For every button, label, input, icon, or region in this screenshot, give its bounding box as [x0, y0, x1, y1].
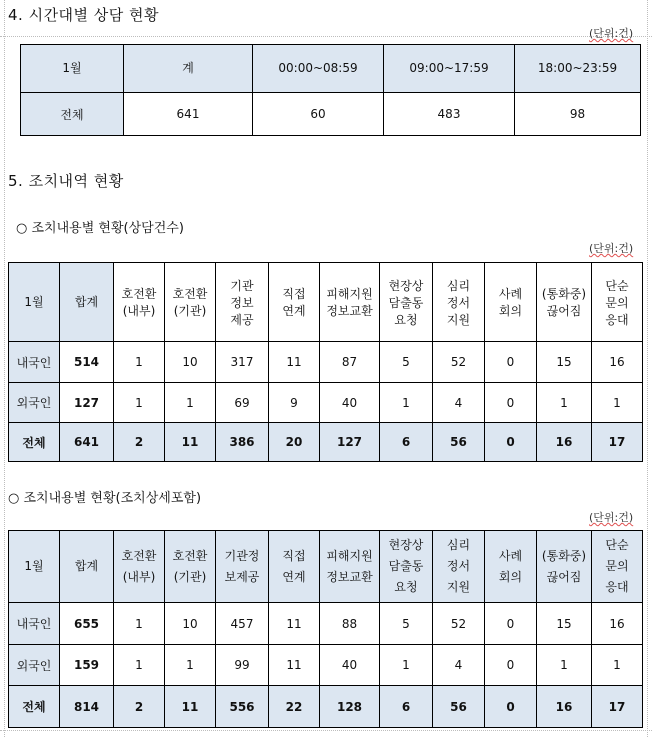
tableA-cell: 0: [485, 383, 537, 423]
tableA-total-cell: 386: [216, 423, 269, 462]
header-line: 호전환: [172, 287, 208, 301]
header-line: 합계: [74, 559, 99, 573]
header-line: 정보: [230, 295, 254, 310]
action-count-table: [8, 262, 643, 462]
section4-unit: (단위:건): [589, 27, 634, 40]
header-line: 제공: [230, 312, 254, 327]
time-slot-table: [20, 44, 641, 136]
tableB-header: [380, 531, 433, 603]
tableA-cell: 1: [592, 383, 643, 423]
tableA-header: [114, 263, 165, 342]
header-line: 연계: [282, 304, 306, 318]
tableA-header: [485, 263, 537, 342]
header-line: (기관): [173, 304, 207, 318]
tableB-cell: 40: [320, 645, 380, 686]
header-line: 회의: [498, 569, 523, 584]
header-line: 호전환: [121, 287, 157, 301]
tableB-header: [320, 531, 380, 603]
tableA-total-cell: 641: [60, 423, 114, 462]
tableB-cell: 0: [485, 645, 537, 686]
time-header-total: 계: [124, 45, 253, 93]
tableB-cell: 11: [269, 603, 320, 645]
header-line: 호전환: [172, 548, 208, 563]
tableB-total-cell: 814: [60, 686, 114, 728]
header-line: 호전환: [121, 548, 157, 563]
header-line: 단순: [605, 278, 629, 293]
page-guide-top: [0, 36, 652, 37]
tableB-header: [60, 531, 114, 603]
tableA-subtitle-row: [16, 217, 184, 236]
header-line: 담출동: [388, 295, 424, 310]
tableA-total-cell: 0: [485, 423, 537, 462]
tableB-cell: 5: [380, 603, 433, 645]
tableA-cell: 9: [269, 383, 320, 423]
page-guide-bottom: [0, 730, 652, 731]
header-line: 1월: [24, 294, 44, 309]
tableA-row-foreign: [9, 383, 643, 423]
header-line: 연계: [282, 569, 306, 584]
tableA-cell: 69: [216, 383, 269, 423]
header-line: 보제공: [224, 569, 260, 584]
time-cell-evening: 98: [515, 93, 641, 136]
tableB-subtitle: 조치내용별 현황(조치상세포함): [23, 491, 202, 506]
tableB-cell-sum: 159: [60, 645, 114, 686]
tableA-cell: 1: [165, 383, 216, 423]
header-line: 직접: [282, 548, 306, 563]
tableB-total-cell: 6: [380, 686, 433, 728]
tableA-cell: 0: [485, 342, 537, 383]
tableB-header: [9, 531, 60, 603]
tableA-cell: 11: [269, 342, 320, 383]
header-line: 응대: [605, 580, 629, 594]
tableB-header: [485, 531, 537, 603]
tableB-subtitle-row: [8, 487, 201, 506]
tableA-header: [433, 263, 485, 342]
tableB-header: [165, 531, 216, 603]
action-detail-table: [8, 530, 643, 728]
tableB-cell: 1: [165, 645, 216, 686]
tableB-header: [216, 531, 269, 603]
header-line: 직접: [282, 287, 306, 301]
header-line: 현장상: [388, 278, 424, 293]
tableB-row-label: 전체: [9, 686, 60, 728]
tableA-header: [380, 263, 433, 342]
tableA-total-cell: 16: [537, 423, 592, 462]
tableB-cell: 11: [269, 645, 320, 686]
section5-title: 5. 조치내역 현황: [8, 172, 124, 190]
header-line: 정서: [446, 295, 471, 310]
tableA-total-cell: 127: [320, 423, 380, 462]
tableA-cell-sum: 127: [60, 383, 114, 423]
header-line: 합계: [74, 294, 99, 309]
tableA-header: [165, 263, 216, 342]
section4-title: 4. 시간대별 상담 현황: [8, 6, 160, 24]
header-line: 기관정: [224, 548, 260, 563]
header-line: (기관): [173, 569, 207, 584]
tableB-row-domestic: [9, 603, 643, 645]
tableA-total-cell: 17: [592, 423, 643, 462]
tableA-cell: 52: [433, 342, 485, 383]
tableA-row-total: [9, 423, 643, 462]
tableA-header: [60, 263, 114, 342]
header-line: 정보교환: [326, 304, 373, 318]
tableB-row-label: 내국인: [9, 603, 60, 645]
tableB-cell: 10: [165, 603, 216, 645]
tableB-cell: 1: [592, 645, 643, 686]
tableA-header: [320, 263, 380, 342]
tableB-cell: 4: [433, 645, 485, 686]
tableA-row-label: 외국인: [9, 383, 60, 423]
tableB-cell: 15: [537, 603, 592, 645]
tableB-cell-sum: 655: [60, 603, 114, 645]
tableA-cell: 87: [320, 342, 380, 383]
header-line: 끊어짐: [546, 304, 582, 318]
tableA-total-cell: 56: [433, 423, 485, 462]
header-line: 피해지원: [326, 548, 373, 563]
tableB-total-cell: 22: [269, 686, 320, 728]
time-header-month: 1월: [21, 45, 124, 93]
time-row-label: 전체: [21, 93, 124, 136]
tableA-total-cell: 6: [380, 423, 433, 462]
tableA-cell: 1: [114, 383, 165, 423]
header-line: 담출동: [388, 559, 424, 573]
header-line: (통화중): [541, 287, 587, 301]
tableA-cell: 4: [433, 383, 485, 423]
tableA-total-cell: 11: [165, 423, 216, 462]
header-line: 단순: [605, 538, 629, 552]
tableA-cell: 1: [114, 342, 165, 383]
tableB-header-row: [9, 531, 643, 603]
tableB-cell: 1: [380, 645, 433, 686]
header-line: 지원: [446, 580, 471, 594]
tableB-cell: 88: [320, 603, 380, 645]
tableB-cell: 1: [537, 645, 592, 686]
header-line: 정보교환: [326, 569, 373, 584]
header-line: 사례: [498, 548, 523, 563]
tableB-total-cell: 0: [485, 686, 537, 728]
tableA-header: [592, 263, 643, 342]
header-line: 문의: [605, 295, 629, 310]
tableB-total-cell: 128: [320, 686, 380, 728]
header-line: 심리: [446, 278, 471, 293]
tableB-total-cell: 11: [165, 686, 216, 728]
tableB-cell: 457: [216, 603, 269, 645]
tableA-header: [9, 263, 60, 342]
header-line: 지원: [446, 312, 471, 327]
tableB-header: [433, 531, 485, 603]
header-line: 회의: [498, 304, 523, 318]
header-line: 피해지원: [326, 287, 373, 301]
circle-bullet-icon: ○: [16, 221, 28, 236]
tableA-subtitle: 조치내용별 현황(상담건수): [31, 221, 184, 236]
header-line: 응대: [605, 312, 629, 327]
tableB-cell: 99: [216, 645, 269, 686]
time-cell-day: 483: [384, 93, 515, 136]
tableB-cell: 16: [592, 603, 643, 645]
tableA-header: [269, 263, 320, 342]
tableB-cell: 1: [114, 603, 165, 645]
tableB-header: [537, 531, 592, 603]
time-header-night: 00:00~08:59: [253, 45, 384, 93]
tableA-cell: 16: [592, 342, 643, 383]
tableB-unit: (단위:건): [589, 511, 634, 524]
tableA-cell: 1: [380, 383, 433, 423]
tableA-header: [216, 263, 269, 342]
tableB-total-cell: 556: [216, 686, 269, 728]
tableB-total-cell: 2: [114, 686, 165, 728]
page-guide-left: [4, 0, 5, 737]
header-line: 현장상: [388, 538, 424, 552]
tableB-row-foreign: [9, 645, 643, 686]
header-line: 1월: [24, 559, 44, 573]
tableA-total-cell: 2: [114, 423, 165, 462]
tableB-total-cell: 56: [433, 686, 485, 728]
header-line: 요청: [394, 312, 418, 327]
tableB-cell: 1: [114, 645, 165, 686]
header-line: (내부): [122, 304, 156, 318]
tableB-total-cell: 16: [537, 686, 592, 728]
tableA-unit: (단위:건): [589, 242, 634, 255]
header-line: 요청: [394, 580, 418, 594]
header-line: 정서: [446, 559, 471, 573]
circle-bullet-icon: ○: [8, 491, 20, 506]
tableB-row-total: [9, 686, 643, 728]
header-line: 문의: [605, 559, 629, 573]
tableB-header: [592, 531, 643, 603]
time-header-evening: 18:00~23:59: [515, 45, 641, 93]
time-cell-total: 641: [124, 93, 253, 136]
tableA-total-cell: 20: [269, 423, 320, 462]
tableA-cell: 40: [320, 383, 380, 423]
header-line: 사례: [498, 287, 523, 301]
tableA-header-row: [9, 263, 643, 342]
time-header-day: 09:00~17:59: [384, 45, 515, 93]
header-line: 끊어짐: [546, 569, 582, 584]
header-line: 심리: [446, 538, 471, 552]
tableA-cell: 1: [537, 383, 592, 423]
time-cell-night: 60: [253, 93, 384, 136]
tableA-row-label: 내국인: [9, 342, 60, 383]
header-line: 기관: [230, 278, 254, 293]
tableA-header: [537, 263, 592, 342]
tableA-row-domestic: [9, 342, 643, 383]
tableB-total-cell: 17: [592, 686, 643, 728]
tableA-cell: 15: [537, 342, 592, 383]
tableB-cell: 0: [485, 603, 537, 645]
page-guide-right: [647, 0, 648, 737]
tableA-cell: 5: [380, 342, 433, 383]
tableB-header: [114, 531, 165, 603]
tableB-row-label: 외국인: [9, 645, 60, 686]
tableA-cell: 317: [216, 342, 269, 383]
tableA-cell-sum: 514: [60, 342, 114, 383]
header-line: (통화중): [541, 548, 587, 563]
tableA-cell: 10: [165, 342, 216, 383]
tableA-row-label: 전체: [9, 423, 60, 462]
tableB-cell: 52: [433, 603, 485, 645]
tableB-header: [269, 531, 320, 603]
header-line: (내부): [122, 569, 156, 584]
